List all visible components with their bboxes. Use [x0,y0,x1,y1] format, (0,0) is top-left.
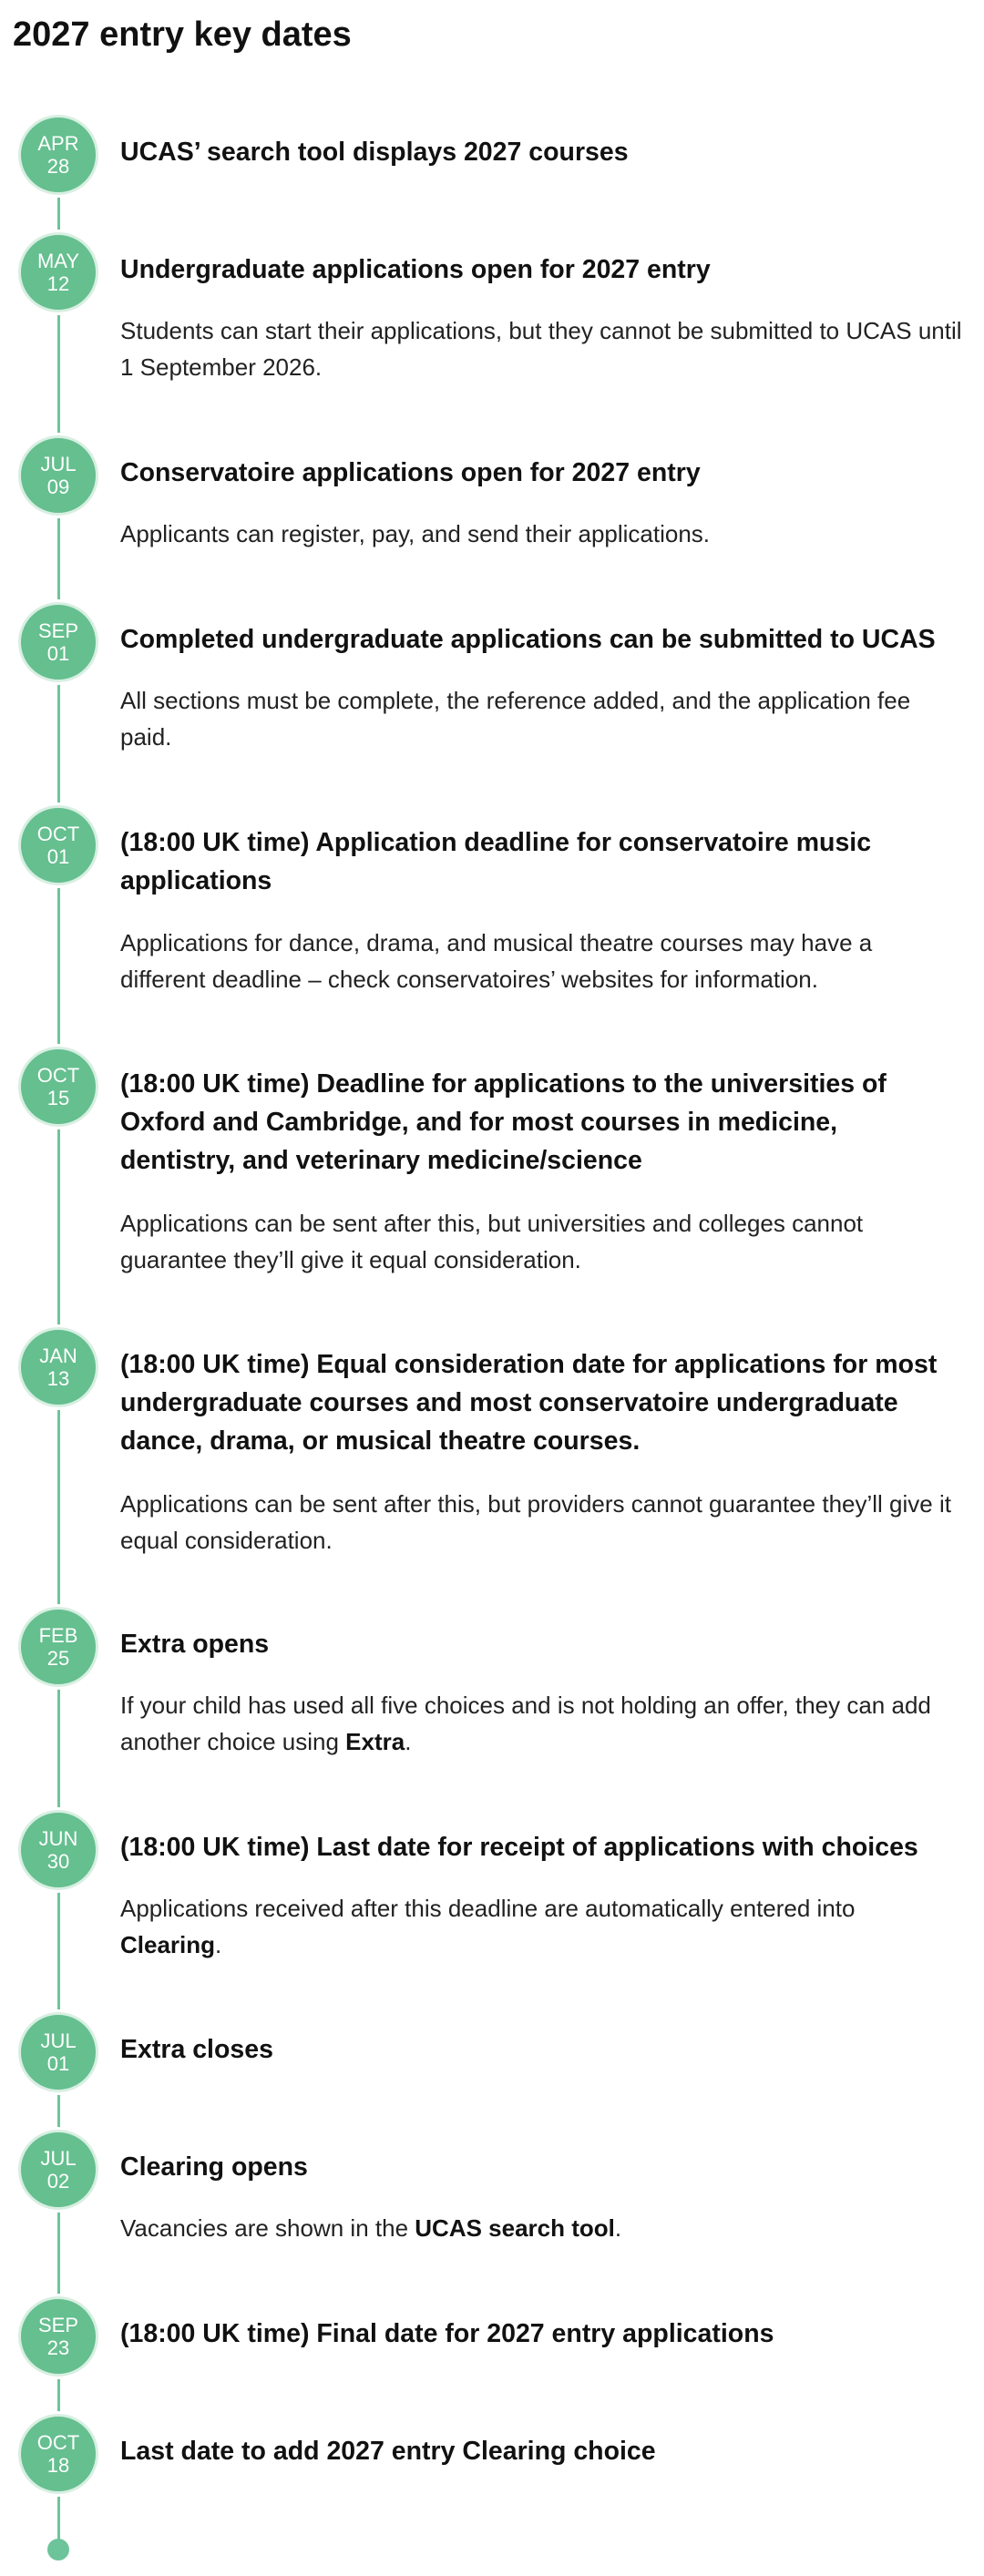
clearing-link[interactable]: Clearing [120,1931,216,1958]
date-day: 23 [46,2336,70,2359]
date-day: 18 [46,2454,70,2477]
date-badge [18,435,98,516]
date-month: OCT [36,823,80,845]
entry-description: Applications can be sent after this, but universities and colleges cannot guarantee they’ll give it equal consideration. [120,1210,864,1273]
date-day: 13 [46,1367,70,1390]
entry-title: (18:00 UK time) Application deadline for conservatoire music applications [120,828,872,895]
date-day: 25 [46,1647,70,1670]
date-day: 28 [46,155,70,178]
date-month: SEP [37,619,79,642]
entry-description [120,1687,963,1760]
date-badge [18,1047,98,1127]
date-month: MAY [36,250,80,272]
date-day: 01 [46,845,70,868]
date-month: JUN [38,1827,78,1850]
date-badge [18,115,98,195]
entry-description-end: . [614,2214,622,2242]
entry-description: Applications can be sent after this, but providers cannot guarantee they’ll give it equal consideration. [120,1490,951,1554]
entry-title: (18:00 UK time) Deadline for applications to the universities of Oxford and Cambridge, and for most courses in medicine, dentistry, and veterinary medicine/science [120,1069,887,1175]
date-day: 12 [46,272,70,295]
date-month: JAN [39,1344,77,1367]
entry-description-text: Applications received after this deadline are automatically entered into [120,1895,856,1922]
date-month: JUL [40,453,77,475]
entry-description [120,2210,963,2246]
date-badge [18,232,98,312]
entry-description: All sections must be complete, the reference added, and the application fee paid. [120,687,911,751]
entry-title: Conservatoire applications open for 2027 entry [120,458,701,487]
entry-description: Applicants can register, pay, and send their applications. [120,520,711,547]
entry-description-end: . [215,1931,222,1958]
entry-title: (18:00 UK time) Equal consideration date for applications for most undergraduate courses and most conservatoire undergraduate dance, drama, or musical theatre courses. [120,1350,938,1456]
date-badge [18,602,98,682]
date-month: OCT [36,1064,80,1087]
entry-description [120,1890,867,1963]
date-badge [18,2414,98,2494]
entry-title: Undergraduate applications open for 2027 entry [120,255,711,284]
date-month: OCT [36,2431,80,2454]
entry-title: UCAS’ search tool displays 2027 courses [120,138,629,167]
entry-title: Last date to add 2027 entry Clearing choice [120,2437,656,2466]
timeline-end-dot [47,2539,69,2561]
date-month: SEP [37,2314,79,2336]
entry-title: (18:00 UK time) Last date for receipt of applications with choices [120,1833,918,1862]
date-day: 02 [46,2170,70,2193]
date-month: APR [37,132,79,155]
entry-title: Completed undergraduate applications can be submitted to UCAS [120,625,936,654]
date-badge [18,1607,98,1687]
date-month: JUL [40,2029,77,2052]
date-badge [18,2296,98,2377]
date-badge [18,2130,98,2210]
entry-description-text: If your child has used all five choices and is not holding an offer, they can add another choice using [120,1692,931,1755]
entry-title: Extra closes [120,2035,273,2064]
date-badge [18,805,98,885]
date-month: JUL [40,2147,77,2170]
entry-description-text: Vacancies are shown in the [120,2214,415,2242]
date-month: FEB [38,1624,78,1647]
entry-title: Extra opens [120,1630,270,1659]
date-day: 09 [46,475,70,498]
extra-link[interactable]: Extra [345,1728,405,1755]
date-badge [18,1327,98,1407]
entry-title: (18:00 UK time) Final date for 2027 entry applications [120,2319,774,2348]
ucas-search-tool-link[interactable]: UCAS search tool [415,2214,615,2242]
entry-description: Applications for dance, drama, and musical theatre courses may have a different deadline – check conservatoires’ websites for information. [120,929,873,993]
date-badge [18,1810,98,1890]
entry-title: Clearing opens [120,2152,308,2182]
date-badge [18,2012,98,2092]
date-day: 01 [46,2052,70,2075]
date-day: 01 [46,642,70,665]
date-day: 30 [46,1850,70,1873]
entry-description-end: . [405,1728,412,1755]
date-day: 15 [46,1087,70,1109]
entry-description: Students can start their applications, but they cannot be submitted to UCAS until 1 September 2026. [120,317,962,381]
page-title: 2027 entry key dates [13,15,352,54]
